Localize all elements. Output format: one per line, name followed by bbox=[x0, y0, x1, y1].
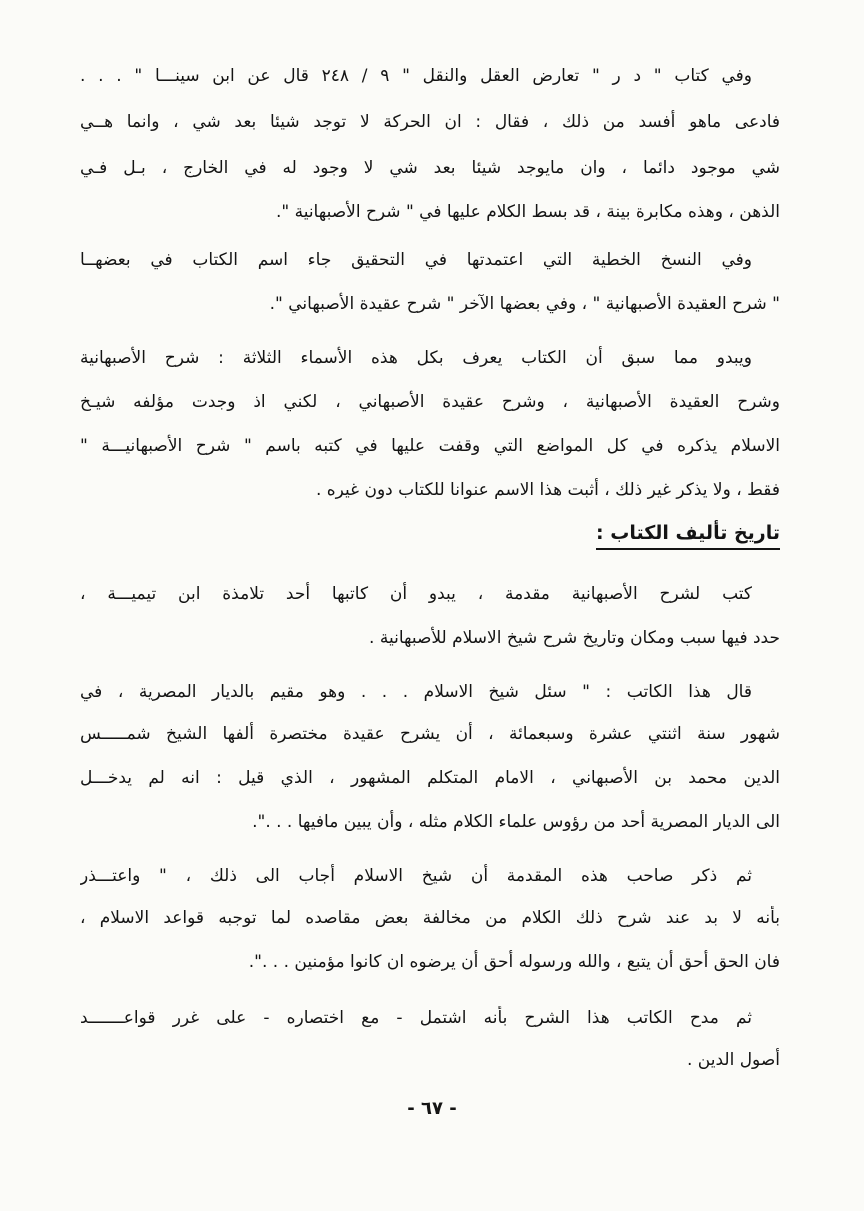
paragraph6-line1: ثم ذكر صاحب هذه المقدمة أن شيخ الاسلام أجاب الى ذلك ، " واعتـــذر bbox=[80, 866, 752, 886]
paragraph4-line1: كتب لشرح الأصبهانية مقدمة ، يبدو أن كاتبها أحد تلامذة ابن تيميـــة ، bbox=[80, 584, 752, 604]
paragraph4-line2: حدد فيها سبب ومكان وتاريخ شرح شيخ الاسلام للأصبهانية . bbox=[369, 628, 780, 648]
paragraph1-line3: شي موجود دائما ، وان مايوجد شيئا بعد شي لا وجود له في الخارج ، بـل فـي bbox=[80, 158, 780, 178]
paragraph3-line2: وشرح العقيدة الأصبهانية ، وشرح عقيدة الأصبهاني ، لكني اذ وجدت مؤلفه شيـخ bbox=[80, 392, 780, 412]
paragraph6-line2: بأنه لا بد عند شرح ذلك الكلام من مخالفة بعض مقاصده لما توجبه قواعد الاسلام ، bbox=[80, 908, 780, 928]
paragraph5-line3: الدين محمد بن الأصبهاني ، الامام المتكلم المشهور ، الذي قيل : انه لم يدخـــل bbox=[80, 768, 780, 788]
paragraph3-line1: ويبدو مما سبق أن الكتاب يعرف بكل هذه الأسماء الثلاثة : شرح الأصبهانية bbox=[80, 348, 752, 368]
paragraph6-line3: فان الحق أحق أن يتبع ، والله ورسوله أحق أن يرضوه ان كانوا مؤمنين . . .". bbox=[248, 952, 780, 972]
paragraph1-line2: فادعى ماهو أفسد من ذلك ، فقال : ان الحركة لا توجد شيئا بعد شي ، وانما هــي bbox=[80, 112, 780, 132]
section-heading: تاريخ تأليف الكتاب : bbox=[596, 520, 780, 550]
paragraph2-line2: " شرح العقيدة الأصبهانية " ، وفي بعضها الآخر " شرح عقيدة الأصبهاني ". bbox=[269, 294, 780, 314]
paragraph7-line1: ثم مدح الكاتب هذا الشرح بأنه اشتمل - مع اختصاره - على غرر قواعـــــــد bbox=[80, 1008, 752, 1028]
paragraph5-line4: الى الديار المصرية أحد من رؤوس علماء الكلام مثله ، وأن يبين مافيها . . .". bbox=[252, 812, 780, 832]
paragraph1-line1: وفي كتاب " د ر " تعارض العقل والنقل " ٩ / ٢٤٨ قال عن ابن سينـــا " . . . bbox=[80, 66, 752, 86]
paragraph3-line3: الاسلام يذكره في كل المواضع التي وقفت عليها في كتبه باسم " شرح الأصبهانيـــة " bbox=[80, 436, 780, 456]
paragraph7-line2: أصول الدين . bbox=[686, 1050, 780, 1070]
paragraph5-line1: قال هذا الكاتب : " سئل شيخ الاسلام . . . وهو مقيم بالديار المصرية ، في bbox=[80, 682, 752, 702]
paragraph2-line1: وفي النسخ الخطية التي اعتمدتها في التحقيق جاء اسم الكتاب في بعضهــا bbox=[80, 250, 752, 270]
page-number: - ٦٧ - bbox=[407, 1098, 457, 1119]
paragraph5-line2: شهور سنة اثنتي عشرة وسبعمائة ، أن يشرح عقيدة مختصرة ألفها الشيخ شمـــــس bbox=[80, 724, 780, 744]
paragraph1-line4: الذهن ، وهذه مكابرة بينة ، قد بسط الكلام عليها في " شرح الأصبهانية ". bbox=[275, 202, 780, 222]
paragraph3-line4: فقط ، ولا يذكر غير ذلك ، أثبت هذا الاسم عنوانا للكتاب دون غيره . bbox=[315, 480, 780, 500]
